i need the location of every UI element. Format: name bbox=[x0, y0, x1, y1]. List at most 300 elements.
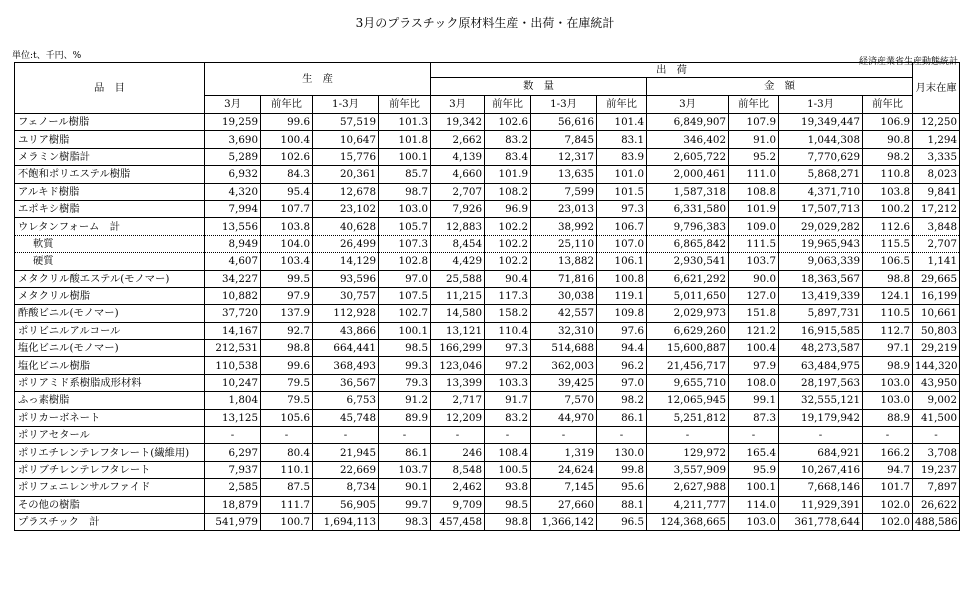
item-name: ポリエチレンテレフタレート(繊維用) bbox=[15, 444, 205, 461]
item-name: 塩化ビニル(モノマー) bbox=[15, 340, 205, 357]
value-cell: 29,029,282 bbox=[779, 218, 863, 235]
value-cell: 8,023 bbox=[913, 166, 960, 183]
value-cell: 119.1 bbox=[597, 287, 647, 304]
value-cell: 17,212 bbox=[913, 200, 960, 217]
value-cell: 6,621,292 bbox=[647, 270, 729, 287]
value-cell: 12,678 bbox=[313, 183, 379, 200]
value-cell: 32,555,121 bbox=[779, 392, 863, 409]
value-cell: 29,219 bbox=[913, 340, 960, 357]
value-cell: 16,199 bbox=[913, 287, 960, 304]
value-cell: 97.3 bbox=[485, 340, 531, 357]
value-cell: 112,928 bbox=[313, 305, 379, 322]
value-cell: 87.5 bbox=[261, 479, 313, 496]
item-name: ユリア樹脂 bbox=[15, 131, 205, 148]
value-cell: 98.8 bbox=[261, 340, 313, 357]
value-cell: 101.9 bbox=[729, 200, 779, 217]
value-cell: 83.1 bbox=[597, 131, 647, 148]
value-cell: 541,979 bbox=[205, 513, 261, 530]
value-cell: 111.0 bbox=[729, 166, 779, 183]
value-cell: 99.8 bbox=[597, 461, 647, 478]
value-cell: 79.5 bbox=[261, 392, 313, 409]
value-cell: 95.2 bbox=[729, 148, 779, 165]
value-cell: 110.4 bbox=[485, 322, 531, 339]
value-cell: 7,897 bbox=[913, 479, 960, 496]
value-cell: 103.0 bbox=[729, 513, 779, 530]
header-month-end-stock: 月末在庫 bbox=[913, 63, 960, 114]
value-cell: 103.7 bbox=[379, 461, 431, 478]
value-cell: 5,289 bbox=[205, 148, 261, 165]
value-cell: 1,366,142 bbox=[531, 513, 597, 530]
table-row bbox=[15, 496, 960, 513]
value-cell: 38,992 bbox=[531, 218, 597, 235]
value-cell: 8,454 bbox=[431, 235, 485, 252]
value-cell: 115.5 bbox=[863, 235, 913, 252]
value-cell: 165.4 bbox=[729, 444, 779, 461]
value-cell: 129,972 bbox=[647, 444, 729, 461]
value-cell: 123,046 bbox=[431, 357, 485, 374]
value-cell: 95.4 bbox=[261, 183, 313, 200]
value-cell: 3,335 bbox=[913, 148, 960, 165]
value-cell: 97.9 bbox=[261, 287, 313, 304]
value-cell: 105.6 bbox=[261, 409, 313, 426]
value-cell: 18,879 bbox=[205, 496, 261, 513]
value-cell: 14,129 bbox=[313, 253, 379, 270]
value-cell: 130.0 bbox=[597, 444, 647, 461]
value-cell: 96.2 bbox=[597, 357, 647, 374]
value-cell: 166,299 bbox=[431, 340, 485, 357]
value-cell: 12,317 bbox=[531, 148, 597, 165]
subheader-cell: 前年比 bbox=[261, 96, 313, 114]
subheader-cell: 1-3月 bbox=[313, 96, 379, 114]
value-cell: 19,179,942 bbox=[779, 409, 863, 426]
item-name: ポリビニルアルコール bbox=[15, 322, 205, 339]
value-cell: 30,757 bbox=[313, 287, 379, 304]
value-cell: 111.5 bbox=[729, 235, 779, 252]
value-cell: 26,499 bbox=[313, 235, 379, 252]
value-cell: 102.8 bbox=[379, 253, 431, 270]
table-row bbox=[15, 305, 960, 322]
value-cell: 103.0 bbox=[863, 392, 913, 409]
value-cell: 10,882 bbox=[205, 287, 261, 304]
table-row bbox=[15, 114, 960, 131]
value-cell: 362,003 bbox=[531, 357, 597, 374]
value-cell: 22,669 bbox=[313, 461, 379, 478]
value-cell: 100.2 bbox=[863, 200, 913, 217]
value-cell: 12,250 bbox=[913, 114, 960, 131]
value-cell: 39,425 bbox=[531, 374, 597, 391]
item-name: 硬質 bbox=[15, 253, 205, 270]
value-cell: 4,429 bbox=[431, 253, 485, 270]
table-row bbox=[15, 427, 960, 444]
value-cell: 16,915,585 bbox=[779, 322, 863, 339]
item-name: ポリアミド系樹脂成形材料 bbox=[15, 374, 205, 391]
value-cell: 514,688 bbox=[531, 340, 597, 357]
value-cell: 102.7 bbox=[379, 305, 431, 322]
value-cell: 2,462 bbox=[431, 479, 485, 496]
value-cell: 14,580 bbox=[431, 305, 485, 322]
value-cell: 103.3 bbox=[485, 374, 531, 391]
table-row bbox=[15, 461, 960, 478]
value-cell: 99.7 bbox=[379, 496, 431, 513]
item-name: エポキシ樹脂 bbox=[15, 200, 205, 217]
value-cell: 7,994 bbox=[205, 200, 261, 217]
value-cell: 98.2 bbox=[863, 148, 913, 165]
value-cell: 9,655,710 bbox=[647, 374, 729, 391]
value-cell: 107.0 bbox=[597, 235, 647, 252]
value-cell: 15,776 bbox=[313, 148, 379, 165]
value-cell: 83.4 bbox=[485, 148, 531, 165]
value-cell: 5,011,650 bbox=[647, 287, 729, 304]
value-cell: 97.3 bbox=[597, 200, 647, 217]
value-cell: 12,209 bbox=[431, 409, 485, 426]
value-cell: 117.3 bbox=[485, 287, 531, 304]
table-row bbox=[15, 253, 960, 270]
value-cell: 19,342 bbox=[431, 114, 485, 131]
subheader-cell: 3月 bbox=[647, 96, 729, 114]
table-row bbox=[15, 270, 960, 287]
value-cell: 84.3 bbox=[261, 166, 313, 183]
value-cell: 2,707 bbox=[431, 183, 485, 200]
value-cell: 107.7 bbox=[261, 200, 313, 217]
value-cell: 101.3 bbox=[379, 114, 431, 131]
value-cell: 45,748 bbox=[313, 409, 379, 426]
value-cell: 34,227 bbox=[205, 270, 261, 287]
value-cell: 2,707 bbox=[913, 235, 960, 252]
value-cell: 7,937 bbox=[205, 461, 261, 478]
item-name: メタクリル樹脂 bbox=[15, 287, 205, 304]
value-cell: 8,949 bbox=[205, 235, 261, 252]
value-cell: 3,557,909 bbox=[647, 461, 729, 478]
value-cell: 4,371,710 bbox=[779, 183, 863, 200]
value-cell: 40,628 bbox=[313, 218, 379, 235]
value-cell: 19,237 bbox=[913, 461, 960, 478]
value-cell: 108.8 bbox=[729, 183, 779, 200]
value-cell: 90.8 bbox=[863, 131, 913, 148]
value-cell: 684,921 bbox=[779, 444, 863, 461]
value-cell: 102.2 bbox=[485, 218, 531, 235]
value-cell: 21,456,717 bbox=[647, 357, 729, 374]
value-cell: 98.9 bbox=[863, 357, 913, 374]
value-cell: 91.0 bbox=[729, 131, 779, 148]
value-cell: 93.8 bbox=[485, 479, 531, 496]
value-cell: 99.5 bbox=[261, 270, 313, 287]
value-cell: 2,662 bbox=[431, 131, 485, 148]
item-name: ウレタンフォーム 計 bbox=[15, 218, 205, 235]
value-cell: 13,419,339 bbox=[779, 287, 863, 304]
value-cell: 36,567 bbox=[313, 374, 379, 391]
value-cell: 102.0 bbox=[863, 496, 913, 513]
value-cell: 107.5 bbox=[379, 287, 431, 304]
subheader-cell: 前年比 bbox=[485, 96, 531, 114]
value-cell: 109.8 bbox=[597, 305, 647, 322]
value-cell: 101.7 bbox=[863, 479, 913, 496]
table-row bbox=[15, 513, 960, 530]
value-cell: 25,110 bbox=[531, 235, 597, 252]
value-cell: 15,600,887 bbox=[647, 340, 729, 357]
table-row bbox=[15, 166, 960, 183]
value-cell: 100.8 bbox=[597, 270, 647, 287]
value-cell: 1,319 bbox=[531, 444, 597, 461]
value-cell: 6,753 bbox=[313, 392, 379, 409]
value-cell: 42,557 bbox=[531, 305, 597, 322]
value-cell: 98.8 bbox=[863, 270, 913, 287]
value-cell: 110.5 bbox=[863, 305, 913, 322]
value-cell: 110,538 bbox=[205, 357, 261, 374]
value-cell: 4,660 bbox=[431, 166, 485, 183]
value-cell: 2,000,461 bbox=[647, 166, 729, 183]
value-cell: 97.1 bbox=[863, 340, 913, 357]
value-cell: 97.0 bbox=[597, 374, 647, 391]
value-cell: 88.1 bbox=[597, 496, 647, 513]
value-cell: 18,363,567 bbox=[779, 270, 863, 287]
value-cell: 80.4 bbox=[261, 444, 313, 461]
value-cell: 124.1 bbox=[863, 287, 913, 304]
value-cell: 10,647 bbox=[313, 131, 379, 148]
table-row bbox=[15, 235, 960, 252]
value-cell: 83.2 bbox=[485, 131, 531, 148]
value-cell: 96.5 bbox=[597, 513, 647, 530]
value-cell: 7,926 bbox=[431, 200, 485, 217]
value-cell: 4,320 bbox=[205, 183, 261, 200]
value-cell: 99.6 bbox=[261, 357, 313, 374]
value-cell: 13,125 bbox=[205, 409, 261, 426]
value-cell: - bbox=[531, 427, 597, 444]
value-cell: 2,585 bbox=[205, 479, 261, 496]
value-cell: 25,588 bbox=[431, 270, 485, 287]
value-cell: 92.7 bbox=[261, 322, 313, 339]
value-cell: 87.3 bbox=[729, 409, 779, 426]
value-cell: 83.9 bbox=[597, 148, 647, 165]
value-cell: 121.2 bbox=[729, 322, 779, 339]
table-row bbox=[15, 218, 960, 235]
item-name: プラスチック 計 bbox=[15, 513, 205, 530]
item-name: 塩化ビニル樹脂 bbox=[15, 357, 205, 374]
item-name: 酢酸ビニル(モノマー) bbox=[15, 305, 205, 322]
value-cell: 37,720 bbox=[205, 305, 261, 322]
value-cell: 106.9 bbox=[863, 114, 913, 131]
value-cell: 4,139 bbox=[431, 148, 485, 165]
value-cell: 11,215 bbox=[431, 287, 485, 304]
value-cell: 6,331,580 bbox=[647, 200, 729, 217]
value-cell: 90.0 bbox=[729, 270, 779, 287]
value-cell: 7,668,146 bbox=[779, 479, 863, 496]
value-cell: - bbox=[261, 427, 313, 444]
value-cell: 94.4 bbox=[597, 340, 647, 357]
value-cell: 71,816 bbox=[531, 270, 597, 287]
value-cell: - bbox=[729, 427, 779, 444]
value-cell: 2,717 bbox=[431, 392, 485, 409]
value-cell: 110.1 bbox=[261, 461, 313, 478]
value-cell: 86.1 bbox=[597, 409, 647, 426]
value-cell: 8,734 bbox=[313, 479, 379, 496]
value-cell: 91.7 bbox=[485, 392, 531, 409]
value-cell: 2,627,988 bbox=[647, 479, 729, 496]
value-cell: 246 bbox=[431, 444, 485, 461]
value-cell: 101.4 bbox=[597, 114, 647, 131]
value-cell: 103.0 bbox=[379, 200, 431, 217]
value-cell: 14,167 bbox=[205, 322, 261, 339]
table-row bbox=[15, 479, 960, 496]
header-shipment: 出 荷 bbox=[431, 63, 913, 78]
header-item: 品 目 bbox=[15, 63, 205, 114]
value-cell: 93,596 bbox=[313, 270, 379, 287]
value-cell: 98.5 bbox=[485, 496, 531, 513]
value-cell: 97.9 bbox=[729, 357, 779, 374]
value-cell: - bbox=[647, 427, 729, 444]
value-cell: 368,493 bbox=[313, 357, 379, 374]
value-cell: 7,845 bbox=[531, 131, 597, 148]
value-cell: 151.8 bbox=[729, 305, 779, 322]
value-cell: 24,624 bbox=[531, 461, 597, 478]
value-cell: 127.0 bbox=[729, 287, 779, 304]
value-cell: 100.5 bbox=[485, 461, 531, 478]
value-cell: 19,965,943 bbox=[779, 235, 863, 252]
value-cell: 90.4 bbox=[485, 270, 531, 287]
value-cell: 79.5 bbox=[261, 374, 313, 391]
value-cell: 32,310 bbox=[531, 322, 597, 339]
value-cell: 346,402 bbox=[647, 131, 729, 148]
header-quantity: 数 量 bbox=[431, 78, 647, 96]
value-cell: 50,803 bbox=[913, 322, 960, 339]
value-cell: 43,950 bbox=[913, 374, 960, 391]
value-cell: 48,273,587 bbox=[779, 340, 863, 357]
value-cell: 1,694,113 bbox=[313, 513, 379, 530]
value-cell: 13,399 bbox=[431, 374, 485, 391]
value-cell: 41,500 bbox=[913, 409, 960, 426]
value-cell: 57,519 bbox=[313, 114, 379, 131]
value-cell: 83.2 bbox=[485, 409, 531, 426]
table-row bbox=[15, 444, 960, 461]
value-cell: 91.2 bbox=[379, 392, 431, 409]
value-cell: 101.8 bbox=[379, 131, 431, 148]
subheader-cell: 前年比 bbox=[597, 96, 647, 114]
value-cell: 7,770,629 bbox=[779, 148, 863, 165]
item-name: ポリアセタール bbox=[15, 427, 205, 444]
value-cell: 98.3 bbox=[379, 513, 431, 530]
value-cell: 85.7 bbox=[379, 166, 431, 183]
value-cell: 10,661 bbox=[913, 305, 960, 322]
value-cell: 6,865,842 bbox=[647, 235, 729, 252]
value-cell: 27,660 bbox=[531, 496, 597, 513]
subheader-cell: 前年比 bbox=[863, 96, 913, 114]
value-cell: 106.7 bbox=[597, 218, 647, 235]
value-cell: 26,622 bbox=[913, 496, 960, 513]
value-cell: 99.3 bbox=[379, 357, 431, 374]
value-cell: 112.7 bbox=[863, 322, 913, 339]
value-cell: 5,897,731 bbox=[779, 305, 863, 322]
value-cell: 12,065,945 bbox=[647, 392, 729, 409]
value-cell: 56,905 bbox=[313, 496, 379, 513]
value-cell: 109.0 bbox=[729, 218, 779, 235]
value-cell: 4,607 bbox=[205, 253, 261, 270]
value-cell: - bbox=[597, 427, 647, 444]
value-cell: 43,866 bbox=[313, 322, 379, 339]
value-cell: - bbox=[205, 427, 261, 444]
subheader-cell: 3月 bbox=[205, 96, 261, 114]
table-row bbox=[15, 148, 960, 165]
value-cell: 664,441 bbox=[313, 340, 379, 357]
value-cell: 10,267,416 bbox=[779, 461, 863, 478]
value-cell: 102.6 bbox=[261, 148, 313, 165]
value-cell: 114.0 bbox=[729, 496, 779, 513]
value-cell: 1,044,308 bbox=[779, 131, 863, 148]
table-body bbox=[15, 114, 960, 531]
value-cell: 97.6 bbox=[597, 322, 647, 339]
value-cell: 100.1 bbox=[379, 148, 431, 165]
item-name: メタクリル酸エステル(モノマー) bbox=[15, 270, 205, 287]
table-row bbox=[15, 357, 960, 374]
value-cell: 2,605,722 bbox=[647, 148, 729, 165]
table-row bbox=[15, 183, 960, 200]
value-cell: 4,211,777 bbox=[647, 496, 729, 513]
value-cell: 158.2 bbox=[485, 305, 531, 322]
value-cell: 110.8 bbox=[863, 166, 913, 183]
value-cell: 23,013 bbox=[531, 200, 597, 217]
value-cell: 89.9 bbox=[379, 409, 431, 426]
value-cell: 106.5 bbox=[863, 253, 913, 270]
subheader-cell: 1-3月 bbox=[779, 96, 863, 114]
value-cell: 101.5 bbox=[597, 183, 647, 200]
value-cell: - bbox=[431, 427, 485, 444]
value-cell: 3,848 bbox=[913, 218, 960, 235]
value-cell: - bbox=[313, 427, 379, 444]
value-cell: 13,121 bbox=[431, 322, 485, 339]
value-cell: 98.8 bbox=[485, 513, 531, 530]
item-name: ポリブチレンテレフタレート bbox=[15, 461, 205, 478]
value-cell: 96.9 bbox=[485, 200, 531, 217]
value-cell: 107.3 bbox=[379, 235, 431, 252]
subheader-cell: 3月 bbox=[431, 96, 485, 114]
value-cell: 3,708 bbox=[913, 444, 960, 461]
value-cell: 112.6 bbox=[863, 218, 913, 235]
value-cell: 6,629,260 bbox=[647, 322, 729, 339]
value-cell: 29,665 bbox=[913, 270, 960, 287]
value-cell: 9,796,383 bbox=[647, 218, 729, 235]
value-cell: 99.1 bbox=[729, 392, 779, 409]
value-cell: 103.7 bbox=[729, 253, 779, 270]
table-row bbox=[15, 322, 960, 339]
value-cell: 9,841 bbox=[913, 183, 960, 200]
item-name: アルキド樹脂 bbox=[15, 183, 205, 200]
value-cell: 100.4 bbox=[261, 131, 313, 148]
value-cell: 101.9 bbox=[485, 166, 531, 183]
table-row bbox=[15, 409, 960, 426]
value-cell: 102.2 bbox=[485, 235, 531, 252]
page-title: 3月のプラスチック原材料生産・出荷・在庫統計 bbox=[355, 16, 615, 30]
value-cell: 103.0 bbox=[863, 374, 913, 391]
value-cell: - bbox=[779, 427, 863, 444]
value-cell: 56,616 bbox=[531, 114, 597, 131]
value-cell: 99.6 bbox=[261, 114, 313, 131]
value-cell: 88.9 bbox=[863, 409, 913, 426]
value-cell: 212,531 bbox=[205, 340, 261, 357]
value-cell: - bbox=[379, 427, 431, 444]
value-cell: - bbox=[863, 427, 913, 444]
subheader-cell: 前年比 bbox=[729, 96, 779, 114]
value-cell: 2,029,973 bbox=[647, 305, 729, 322]
value-cell: 6,932 bbox=[205, 166, 261, 183]
value-cell: 97.0 bbox=[379, 270, 431, 287]
table-row bbox=[15, 287, 960, 304]
item-name: ポリカーボネート bbox=[15, 409, 205, 426]
value-cell: 457,458 bbox=[431, 513, 485, 530]
item-name: メラミン樹脂計 bbox=[15, 148, 205, 165]
value-cell: 108.4 bbox=[485, 444, 531, 461]
value-cell: 102.0 bbox=[863, 513, 913, 530]
value-cell: 103.8 bbox=[261, 218, 313, 235]
value-cell: 7,145 bbox=[531, 479, 597, 496]
value-cell: 95.6 bbox=[597, 479, 647, 496]
